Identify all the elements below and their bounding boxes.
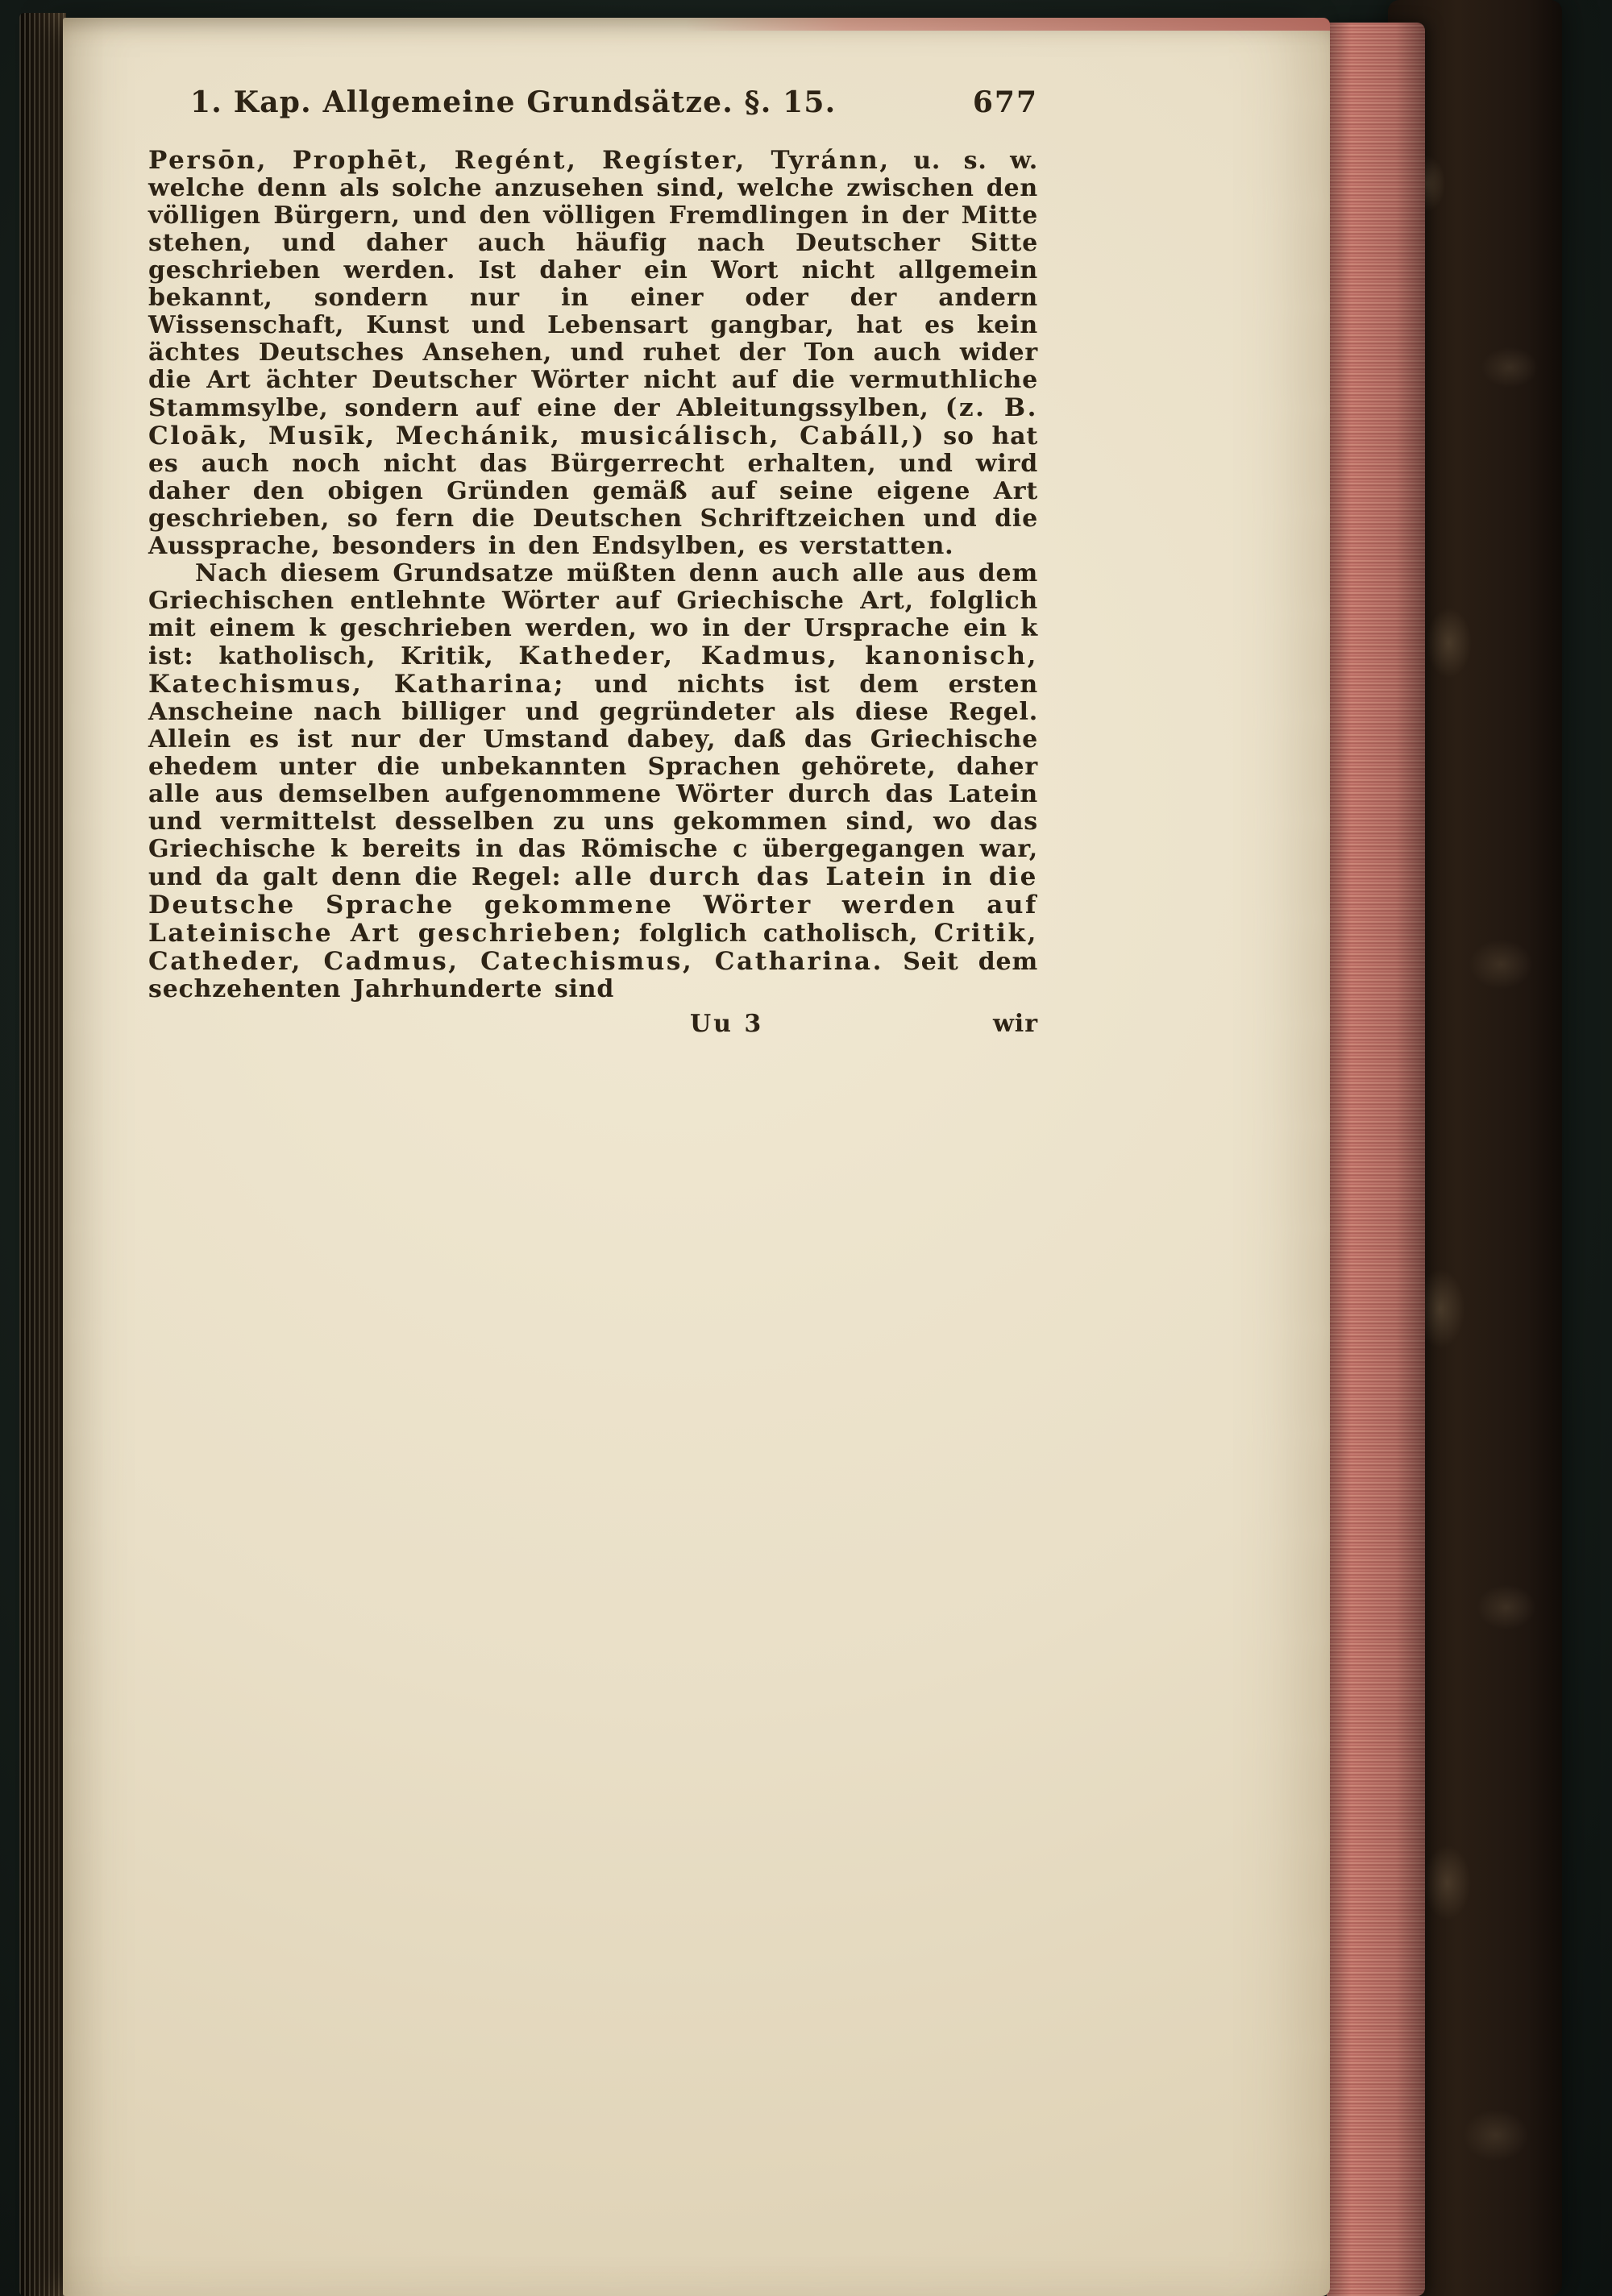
text-run: folglich catholisch, — [623, 920, 934, 948]
text-run: und nichts ist dem ersten Anscheine nach billiger und gegründeter als diese Regel. Allein es ist nur der Umstand dabey, daß das Griechische ehedem unter die unbekannten Sprachen gehörete, daher alle aus demselben aufgenommene Wörter durch das Latein und vermittelst desselben zu uns gekommen sind, wo das Griechische k bereits in das Römische c übergegangen war, und da galt denn die Regel: — [148, 671, 1038, 891]
text-run: Nach diesem Grundsatze müßten denn auch alle aus dem Griechischen entlehnte Wörter auf Griechische Art, folglich mit einem k geschrieben werden, wo in der Ursprache ein k ist: katholisch, Kritik, — [148, 559, 1038, 671]
emphasized-run: alle durch das Latein in die Deutsche Sprache gekommene Wörter werden auf Lateinische Art geschrieben; — [148, 862, 1039, 948]
body-text — [148, 147, 1038, 1003]
emphasized-run: Katheder, Kadmus, kanonisch, Katechismus, Katharina; — [148, 641, 1039, 699]
paragraph — [148, 147, 1038, 560]
text-run: u. s. w. welche denn als solche anzusehen sind, welche zwischen den völligen Bürgern, und den völligen Fremdlingen in der Mitte stehen, und daher auch häufig nach Deutscher Sitte geschrieben werden. Ist daher ein Wort nicht allgemein bekannt, sondern nur in einer oder der andern Wissenschaft, Kunst und Lebensart gangbar, hat es kein ächtes Deutsches Ansehen, und ruhet der Ton auch wider die Art ächter Deutscher Wörter nicht auf die vermuthliche Stammsylbe, sondern auf eine der Ableitungssylben, — [148, 147, 1038, 422]
text-run: so hat es auch noch nicht das Bürgerrecht erhalten, und wird daher den obigen Gründen gemäß auf seine eigene Art geschrieben, so fern die Deutschen Schriftzeichen und die Aussprache, besonders in den Endsylben, es verstatten. — [148, 422, 1038, 560]
signature-mark: Uu 3 — [689, 1010, 764, 1038]
page-header — [148, 85, 1038, 119]
emphasized-run: Critik, Catheder, Cadmus, Catechismus, Catharina. — [148, 919, 1038, 976]
page-footer — [148, 1010, 1038, 1045]
paragraph — [148, 560, 1038, 1003]
emphasized-run: Persōn, Prophēt, Regént, Regíster, Tyránn, — [148, 146, 891, 175]
page-fore-edge — [1327, 23, 1425, 2296]
catchword: wir — [992, 1010, 1038, 1038]
page-top-edge — [685, 18, 1330, 31]
text-run: Seit dem sechzehenten Jahrhunderte sind — [148, 948, 1038, 1003]
chapter-heading: 1. Kap. Allgemeine Grundsätze. §. 15. — [190, 85, 837, 119]
book-gutter-pages — [19, 13, 66, 2296]
page-number: 677 — [972, 85, 1038, 119]
book-page — [63, 18, 1330, 2296]
emphasized-run: (z. B. Cloāk, Musīk, Mechánik, musicálisch, Cabáll,) — [148, 393, 1039, 450]
